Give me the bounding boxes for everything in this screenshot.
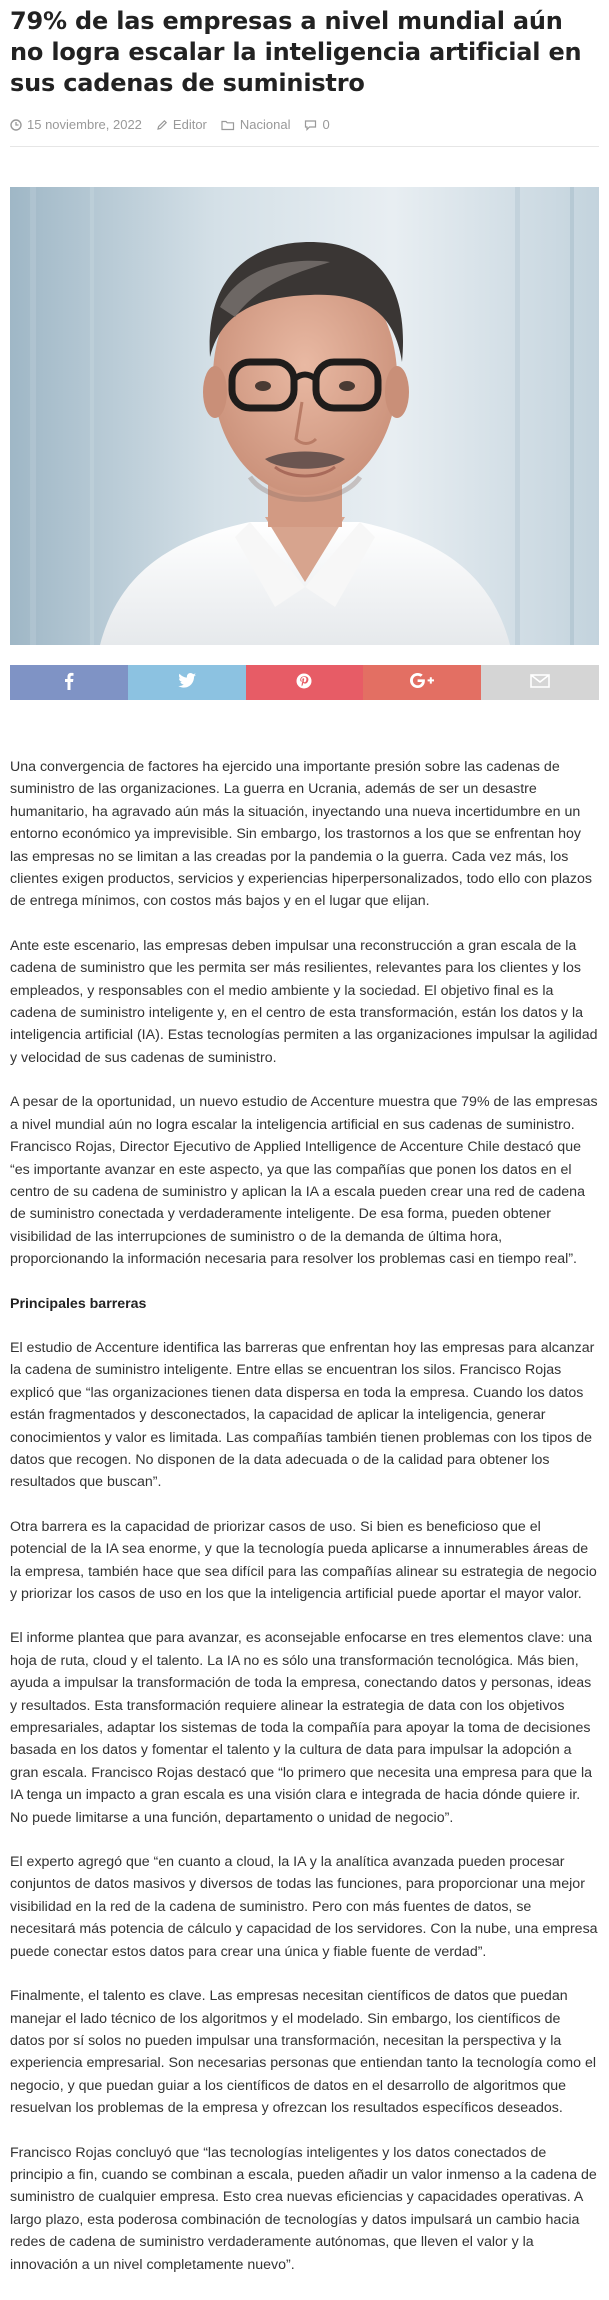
section-heading: Principales barreras: [10, 1295, 147, 1312]
paragraph: Otra barrera es la capacidad de priorizar casos de uso. Si bien es beneficioso que el potencial de la IA sea enorme, y que la tecnología pueda aplicarse a innumerables áreas de la empresa, también hace que sea difícil para las compañías alinear su estrategia de negocio y priorizar los casos de uso en los que la inteligencia artificial puede aportar el mayor valor.: [10, 1518, 597, 1602]
share-twitter-button[interactable]: [128, 665, 246, 700]
google-plus-icon: [410, 673, 434, 692]
meta-date-text: 15 noviembre, 2022: [27, 117, 142, 132]
folder-icon: [221, 119, 235, 131]
meta-author-link[interactable]: Editor: [172, 117, 207, 132]
paragraph: Ante este escenario, las empresas deben impulsar una reconstrucción a gran escala de la cadena de suministro que les permita ser más resilientes, relevantes para los clientes y los empleados, y responsables con el medio ambiente y la sociedad. El objetivo final es la cadena de suministro inteligente y, en el centro de esta transformación, están los datos y la inteligencia artificial (IA). Estas tecnologías permiten a las organizaciones impulsar la agilidad y velocidad de sus cadenas de suministro.: [10, 937, 598, 1066]
meta-comments[interactable]: [304, 117, 329, 132]
meta-comments-link[interactable]: 0: [322, 117, 330, 132]
paragraph: Una convergencia de factores ha ejercido una importante presión sobre las cadenas de suministro de las organizaciones. La guerra en Ucrania, además de ser un desastre humanitario, ha agravado aún más la situación, inyectando una nueva incertidumbre en un entorno económico ya imprevisible. Sin embargo, los trastornos a los que se enfrentan hoy las empresas no se limitan a las creadas por la pandemia o la guerra. Cada vez más, los clientes exigen productos, servicios y experiencias hiperpersonalizados, todo ello con plazos de entrega mínimos, con costos más bajos y en el lugar que elijan.: [10, 759, 593, 910]
share-google-plus-button[interactable]: [363, 665, 481, 700]
paragraph: El informe plantea que para avanzar, es aconsejable enfocarse en tres elementos clave: una hoja de ruta, cloud y el talento. La IA no es sólo una transformación tecnológica. Más bien, ayuda a impulsar la transformación de toda la empresa, conectando datos y personas, ideas y resultados. Esta transformación requiere alinear la estrategia de data con los objetivos empresariales, adaptar los sistemas de toda la compañía para apoyar la toma de decisiones basada en los datos y fomentar el talento y la cultura de data para impulsar la adopción a gran escala. Francisco Rojas destacó que “lo primero que necesita una empresa para que la IA tenga un impacto a gran escala es una visión clara e integrada de hacia dónde quiere ir. No puede limitarse a una función, departamento o unidad de negocio”.: [10, 1630, 593, 1826]
meta-category-link[interactable]: Nacional: [239, 117, 291, 132]
clock-icon: [10, 119, 22, 131]
article-title: 79% de las empresas a nivel mundial aún no logra escalar la inteligencia artificial en sus cadenas de suministro: [10, 7, 582, 97]
paragraph: El experto agregó que “en cuanto a cloud, la IA y la analítica avanzada pueden procesar conjuntos de datos masivos y diversos de todas las funciones, para proporcionar una mejor visibilidad en la red de la cadena de suministro. Pero con más fuentes de datos, se necesitará más potencia de cálculo y capacidad de los servidores. Con la nube, una empresa puede conectar estos datos para crear una única y fiable fuente de verdad”.: [10, 1854, 598, 1960]
comment-icon: [304, 119, 317, 131]
share-pinterest-button[interactable]: [246, 665, 364, 700]
pencil-icon: [156, 119, 168, 131]
pinterest-icon: [296, 673, 312, 693]
meta-category[interactable]: [221, 117, 291, 132]
portrait-photo: [10, 187, 599, 645]
meta-date: [10, 117, 142, 132]
article-meta: [10, 117, 599, 147]
envelope-icon: [530, 674, 550, 692]
paragraph: Finalmente, el talento es clave. Las empresas necesitan científicos de datos que puedan manejar el lado técnico de los algoritmos y el modelado. Sin embargo, los científicos de datos por sí solos no pueden impulsar una transformación, necesitan la perspectiva y la experiencia empresarial. Son necesarias personas que entiendan tanto la tecnología como el negocio, y que puedan guiar a los científicos de datos en el desarrollo de algoritmos que resuelvan los problemas de la empresa y ofrezcan los resultados específicos deseados.: [10, 1988, 596, 2117]
share-bar: [10, 665, 599, 700]
meta-author[interactable]: [156, 117, 207, 132]
paragraph: A pesar de la oportunidad, un nuevo estudio de Accenture muestra que 79% de las empresas a nivel mundial aún no logra escalar la inteligencia artificial en sus cadenas de suministro. Francisco Rojas, Director Ejecutivo de Applied Intelligence de Accenture Chile destacó que “es importante avanzar en este aspecto, ya que las compañías que ponen los datos en el centro de su cadena de suministro y aplican la IA a escala pueden crear una red de cadena de suministro conectada y verdaderamente inteligente. De esa forma, pueden obtener visibilidad de las interrupciones de suministro o de la demanda de última hora, proporcionando la información necesaria para resolver los problemas casi en tiempo real”.: [10, 1094, 598, 1268]
share-email-button[interactable]: [481, 665, 599, 700]
twitter-icon: [178, 673, 196, 692]
share-facebook-button[interactable]: [10, 665, 128, 700]
paragraph: El estudio de Accenture identifica las barreras que enfrentan hoy las empresas para alcanzar la cadena de suministro inteligente. Entre ellas se encuentran los silos. Francisco Rojas explicó que “las organizaciones tienen data dispersa en toda la empresa. Cuando los datos están fragmentados y desconectados, la capacidad de aplicar la inteligencia, generar conocimientos y valor es limitada. Las compañías también tienen problemas con los tipos de datos que recogen. No disponen de la data adecuada o de la calidad para obtener los resultados que buscan”.: [10, 1339, 595, 1491]
featured-image: [10, 187, 599, 645]
facebook-icon: [64, 672, 74, 694]
paragraph: Francisco Rojas concluyó que “las tecnologías inteligentes y los datos conectados de principio a fin, cuando se combinan a escala, pueden añadir un valor inmenso a la cadena de suministro de cualquier empresa. Esto crea nuevas eficiencias y capacidades operativas. A largo plazo, esta poderosa combinación de tecnologías y datos impulsará un cambio hacia redes de cadena de suministro verdaderamente autónomas, que lleven el valor y la innovación a un nivel completamente nuevo”.: [10, 2144, 597, 2273]
article-body: [10, 756, 599, 2276]
